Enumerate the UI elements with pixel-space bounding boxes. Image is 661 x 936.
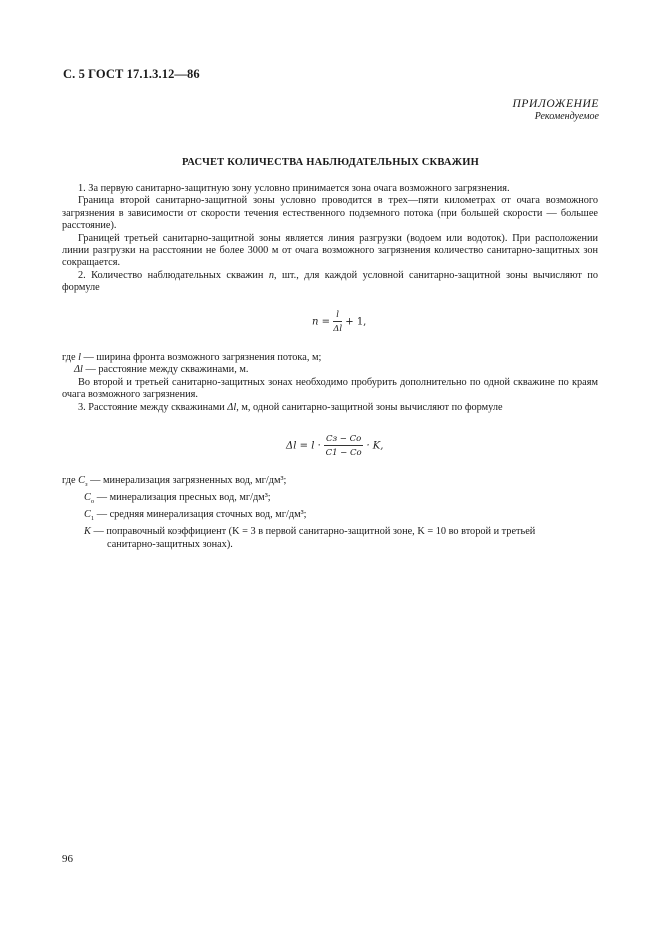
document-header: С. 5 ГОСТ 17.1.3.12—86 [63, 67, 200, 81]
where-block-1 [62, 352, 598, 377]
fraction: $\frac{l}{\Delta l}$ [333, 310, 343, 334]
appendix-title: ПРИЛОЖЕНИЕ [512, 98, 599, 110]
intro-text [62, 183, 598, 295]
paragraph-6: 3. Расстояние между скважинами Δl, м, одной санитарно-защитной зоны вычисляют по формуле [78, 401, 503, 413]
def-l: где l — ширина фронта возможного загрязнения потока, м; [62, 352, 322, 363]
appendix-note: Рекомендуемое [534, 111, 599, 122]
paragraph-3: Границей третьей санитарно-защитной зоны является линия разгрузки (водоем или водоток). При расположении линии разгрузки на расстоянии не более 3000 м от очага возможного загрязнения количество санитарно-защитных зон сокращается. [62, 232, 598, 269]
page-number: 96 [62, 853, 73, 865]
fraction: $\frac{Cз - Cо}{C1 - Cо}$ [325, 434, 362, 458]
text-block-2 [62, 377, 598, 414]
appendix-label [513, 98, 599, 122]
def-delta-l: Δl — расстояние между скважинами, м. [74, 364, 249, 376]
def-k-cont: санитарно-защитных зонах). [107, 539, 233, 551]
formula-well-spacing: Δl = l · $\frac{Cз - Cо}{C1 - Cо}$ · K, [286, 434, 384, 458]
section-title: РАСЧЕТ КОЛИЧЕСТВА НАБЛЮДАТЕЛЬНЫХ СКВАЖИН [182, 157, 479, 168]
paragraph-2: Граница второй санитарно-защитной зоны условно проводится в трех—пяти километрах от очага возможного загрязнения в зависимости от скорости течения естественного подземного потока (при большей скорости — большее расстояние). [62, 195, 598, 232]
paragraph-1: 1. За первую санитарно-защитную зону условно принимается зона очага возможного загрязнения. [78, 183, 510, 194]
paragraph-5: Во второй и третьей санитарно-защитных зонах необходимо пробурить дополнительно по одной скважине по краям очага возможного загрязнения. [62, 377, 598, 401]
formula-well-count: n = $\frac{l}{\Delta l}$ + 1, [312, 310, 367, 334]
paragraph-4: 2. Количество наблюдательных скважин n, шт., для каждой условной санитарно-защитной зоны вычисляют по формуле [62, 269, 598, 294]
def-c-z: где $C_з$ — минерализация загрязненных вод, мг/дм³; [62, 475, 287, 489]
def-c-1: $C_1$ — средняя минерализация сточных вод, мг/дм³; [84, 509, 307, 523]
def-k: K — поправочный коэффициент (K = 3 в первой санитарно-защитной зоне, K = 10 во второй и третьей [84, 526, 536, 538]
def-c-o: $C_о$ — минерализация пресных вод, мг/дм³; [84, 492, 271, 506]
where-block-2 [62, 474, 602, 551]
